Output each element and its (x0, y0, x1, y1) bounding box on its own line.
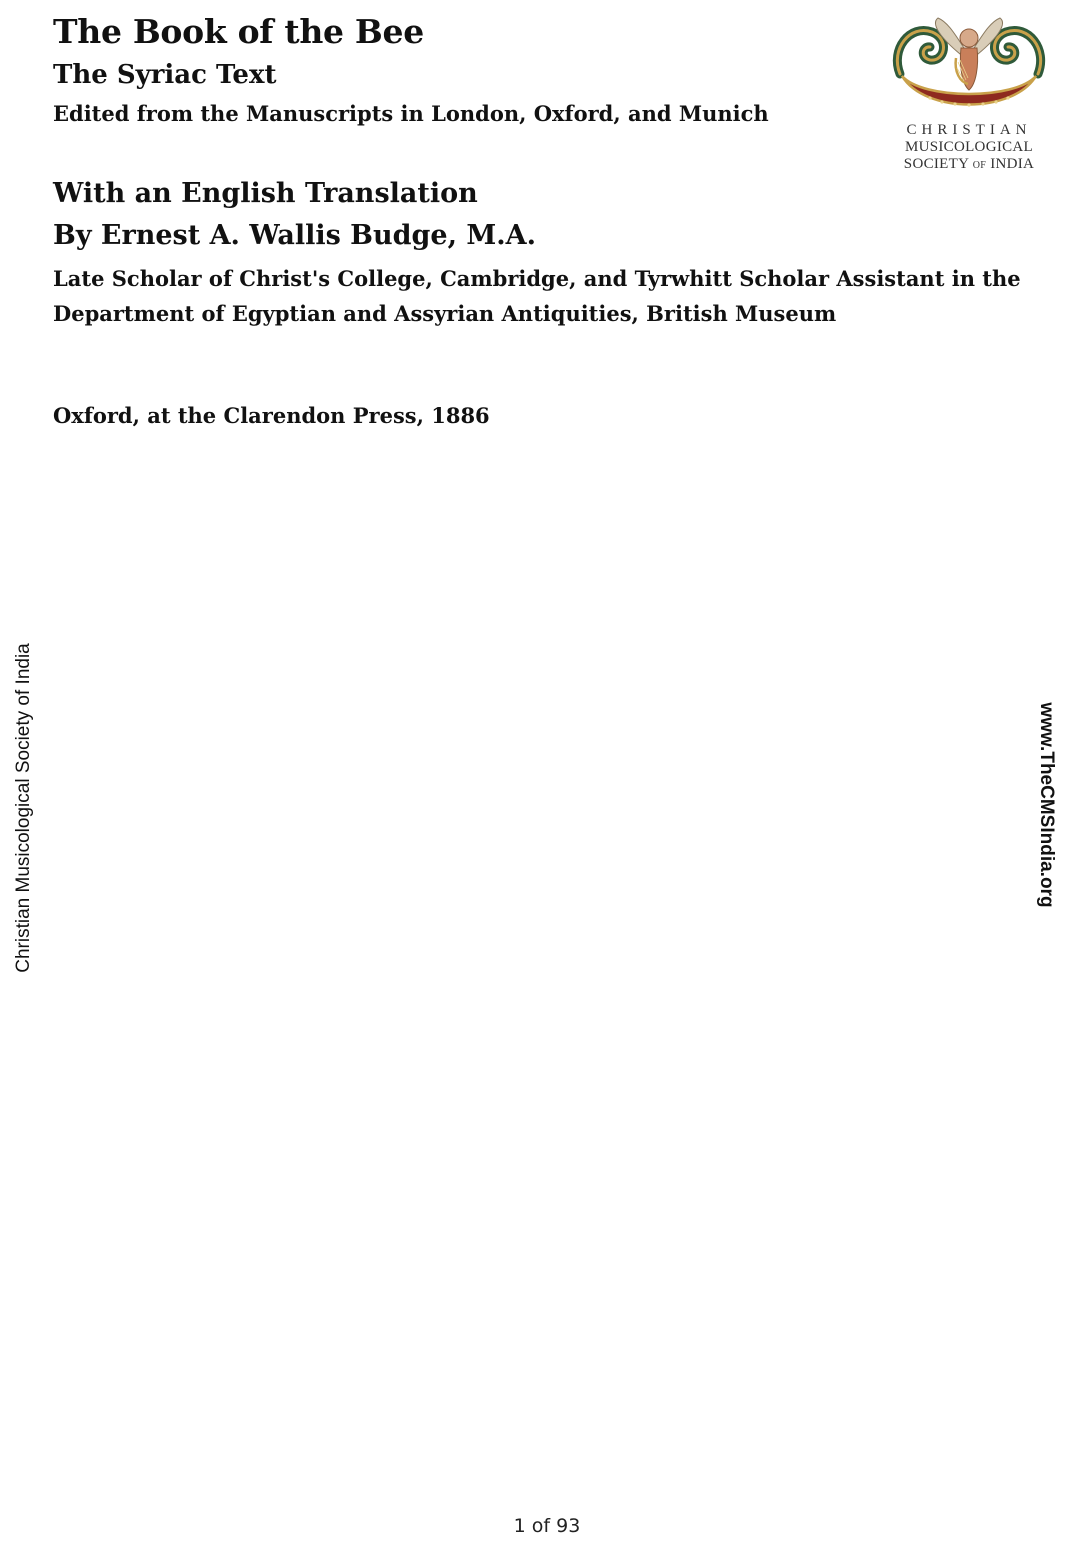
page-indicator: 1 of 93 (513, 1515, 581, 1537)
side-watermark-society: Christian Musicological Society of India (13, 643, 34, 973)
publication-imprint: Oxford, at the Clarendon Press, 1886 (53, 403, 490, 428)
author-line: By Ernest A. Wallis Budge, M.A. (53, 220, 537, 251)
angel-harp-emblem-icon (890, 14, 1048, 120)
document-title: The Book of the Bee (53, 12, 424, 51)
document-subtitle: The Syriac Text (53, 60, 277, 90)
logo-word-india: INDIA (990, 156, 1035, 172)
logo-line-christian: CHRISTIAN (906, 122, 1032, 138)
logo-line-society (884, 156, 1054, 174)
logo-word-society: SOCIETY (903, 156, 969, 172)
author-credentials: Late Scholar of Christ's College, Cambridge, and Tyrwhitt Scholar Assistant in the Department of Egyptian and Assyrian Antiquities, British Museum (53, 266, 1021, 326)
logo-word-of: OF (972, 160, 987, 171)
side-watermark-website: www.TheCMSIndia.org (1036, 702, 1057, 908)
translation-note: With an English Translation (53, 178, 478, 209)
edition-note: Edited from the Manuscripts in London, Oxford, and Munich (53, 101, 769, 126)
logo-line-musicological: MUSICOLOGICAL (904, 139, 1034, 155)
society-logo (884, 14, 1054, 184)
society-logo-text (884, 122, 1054, 174)
